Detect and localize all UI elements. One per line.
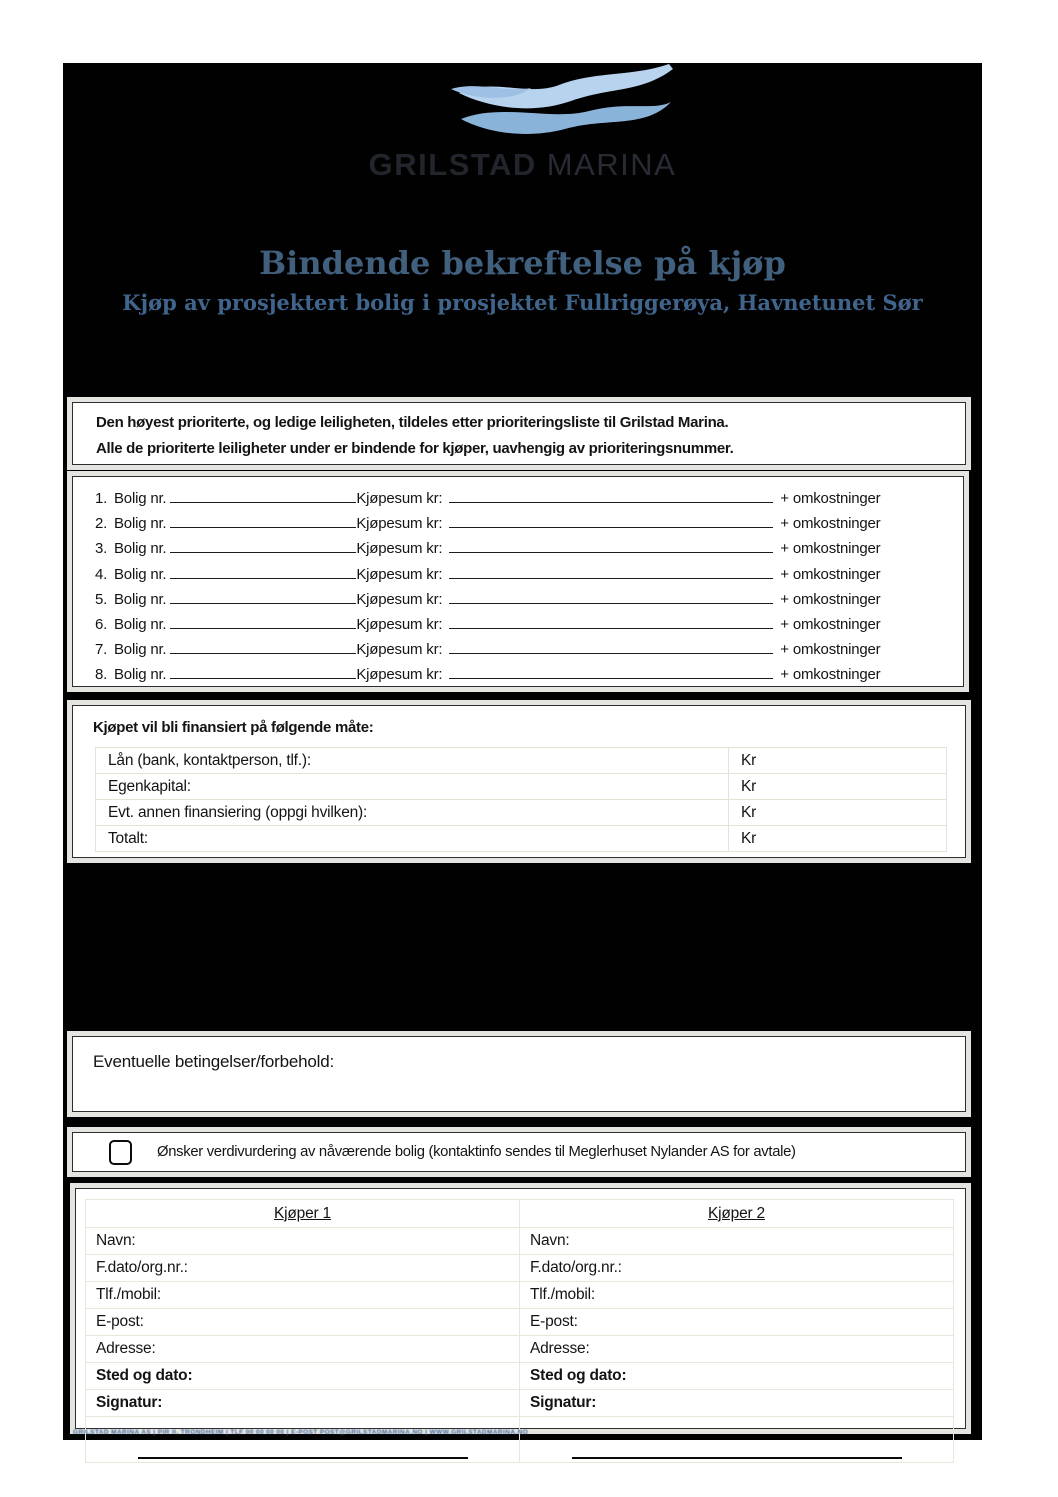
bolig-row-6	[73, 612, 963, 637]
housing-priority-list-box	[72, 476, 964, 687]
page-background	[63, 63, 982, 1440]
financing-box	[72, 705, 966, 858]
bolig-number-field[interactable]	[170, 665, 356, 679]
purchase-sum-field[interactable]	[449, 665, 773, 679]
page-title: Bindende bekreftelse på kjøp	[259, 244, 786, 282]
financing-label: Totalt:	[96, 826, 729, 852]
bolig-number-field[interactable]	[170, 539, 356, 553]
buyers-row-name	[86, 1228, 954, 1255]
bolig-row-4	[73, 562, 963, 587]
buyer1-birthdate-field[interactable]: F.dato/org.nr.:	[86, 1255, 520, 1282]
financing-row-equity	[96, 774, 947, 800]
bolig-row-number: 1.	[95, 490, 108, 507]
bolig-row-number: 5.	[95, 590, 108, 608]
purchase-sum-field[interactable]	[449, 489, 773, 503]
buyer2-birthdate-field[interactable]: F.dato/org.nr.:	[520, 1255, 954, 1282]
financing-amount-cell[interactable]: Kr	[729, 826, 947, 852]
buyer1-header: Kjøper 1	[86, 1200, 520, 1228]
omkostninger-label: + omkostninger	[780, 590, 881, 608]
buyers-row-address	[86, 1336, 954, 1363]
buyer2-signature-label: Signatur:	[520, 1390, 954, 1417]
buyer1-signature-line[interactable]	[138, 1457, 468, 1459]
buyer1-address-field[interactable]: Adresse:	[86, 1336, 520, 1363]
valuation-checkbox[interactable]	[109, 1140, 132, 1165]
bolig-number-field[interactable]	[170, 640, 356, 654]
omkostninger-label: + omkostninger	[780, 515, 881, 533]
purchase-sum-field[interactable]	[449, 615, 773, 629]
bolig-row-7	[73, 637, 963, 662]
bolig-number-field[interactable]	[170, 590, 356, 604]
kjopesum-label: Kjøpesum kr:	[356, 565, 443, 583]
logo-text-marina: MARINA	[546, 147, 677, 182]
buyer2-phone-field[interactable]: Tlf./mobil:	[520, 1282, 954, 1309]
priority-notice-line2: Alle de prioriterte leiligheter under er bindende for kjøper, uavhengig av prioriteringsnummer.	[96, 440, 734, 457]
buyer1-place-date-field[interactable]: Sted og dato:	[86, 1363, 520, 1390]
bolig-nr-label: Bolig nr.	[114, 616, 167, 634]
bolig-row-3	[73, 536, 963, 561]
priority-notice-line1: Den høyest prioriterte, og ledige leiligheten, tildeles etter prioriteringsliste til Grilstad Marina.	[96, 414, 729, 431]
bolig-row-8	[73, 662, 963, 687]
buyer1-signature-label: Signatur:	[86, 1390, 520, 1417]
bolig-nr-label: Bolig nr.	[114, 515, 167, 533]
purchase-sum-field[interactable]	[449, 565, 773, 579]
bolig-nr-label: Bolig nr.	[114, 590, 167, 608]
conditions-box[interactable]	[72, 1036, 966, 1112]
bolig-nr-label: Bolig nr.	[114, 641, 167, 659]
logo-text-grilstad: GRILSTAD	[368, 147, 537, 182]
buyer1-email-field[interactable]: E-post:	[86, 1309, 520, 1336]
buyers-header-row	[86, 1200, 954, 1228]
buyers-row-phone	[86, 1282, 954, 1309]
buyer1-phone-field[interactable]: Tlf./mobil:	[86, 1282, 520, 1309]
buyers-row-birthdate	[86, 1255, 954, 1282]
bolig-row-2	[73, 511, 963, 536]
buyers-box	[75, 1188, 966, 1429]
kjopesum-label: Kjøpesum kr:	[356, 540, 443, 558]
financing-row-other	[96, 800, 947, 826]
buyer2-place-date-field[interactable]: Sted og dato:	[520, 1363, 954, 1390]
omkostninger-label: + omkostninger	[780, 666, 881, 684]
bolig-row-number: 2.	[95, 515, 108, 533]
kjopesum-label: Kjøpesum kr:	[356, 666, 443, 684]
purchase-sum-field[interactable]	[449, 514, 773, 528]
buyer2-address-field[interactable]: Adresse:	[520, 1336, 954, 1363]
bolig-number-field[interactable]	[170, 565, 356, 579]
kjopesum-label: Kjøpesum kr:	[356, 515, 443, 533]
purchase-sum-field[interactable]	[449, 590, 773, 604]
buyer2-signature-cell	[520, 1417, 954, 1463]
bolig-number-field[interactable]	[170, 514, 356, 528]
kjopesum-label: Kjøpesum kr:	[356, 590, 443, 608]
buyers-row-signature-label	[86, 1390, 954, 1417]
buyer2-email-field[interactable]: E-post:	[520, 1309, 954, 1336]
omkostninger-label: + omkostninger	[780, 540, 881, 558]
financing-row-loan	[96, 748, 947, 774]
grilstad-marina-waves-icon	[431, 63, 673, 143]
financing-label: Evt. annen finansiering (oppgi hvilken):	[96, 800, 729, 826]
purchase-sum-field[interactable]	[449, 539, 773, 553]
financing-label: Lån (bank, kontaktperson, tlf.):	[96, 748, 729, 774]
bolig-nr-label: Bolig nr.	[114, 540, 167, 558]
bolig-row-number: 3.	[95, 540, 108, 558]
footer-contact-line: GRILSTAD MARINA AS | PIR II, TRONDHEIM | TLF 00 00 00 00 | E-POST POST@GRILSTADMARINA.NO | WWW.GRILSTADMARINA.NO	[73, 1429, 529, 1436]
omkostninger-label: + omkostninger	[780, 565, 881, 583]
financing-row-total	[96, 826, 947, 852]
financing-label: Egenkapital:	[96, 774, 729, 800]
financing-amount-cell[interactable]: Kr	[729, 748, 947, 774]
bolig-row-1	[73, 486, 963, 511]
bolig-nr-label: Bolig nr.	[114, 666, 167, 684]
kjopesum-label: Kjøpesum kr:	[356, 641, 443, 659]
omkostninger-label: + omkostninger	[780, 490, 881, 507]
financing-table	[95, 747, 947, 852]
bolig-nr-label: Bolig nr.	[114, 490, 167, 507]
omkostninger-label: + omkostninger	[780, 641, 881, 659]
valuation-label: Ønsker verdivurdering av nåværende bolig (kontaktinfo sendes til Meglerhuset Nylander AS for avtale)	[157, 1144, 796, 1160]
bolig-nr-label: Bolig nr.	[114, 565, 167, 583]
page-subtitle: Kjøp av prosjektert bolig i prosjektet Fullriggerøya, Havnetunet Sør	[122, 290, 923, 315]
bolig-row-number: 4.	[95, 565, 108, 583]
valuation-box	[72, 1132, 966, 1172]
buyers-row-email	[86, 1309, 954, 1336]
buyer1-signature-cell	[86, 1417, 520, 1463]
bolig-row-number: 6.	[95, 616, 108, 634]
buyer1-name-field[interactable]: Navn:	[86, 1228, 520, 1255]
buyers-table	[85, 1199, 954, 1463]
buyer2-header: Kjøper 2	[520, 1200, 954, 1228]
omkostninger-label: + omkostninger	[780, 616, 881, 634]
bolig-number-field[interactable]	[170, 615, 356, 629]
financing-amount-cell[interactable]: Kr	[729, 774, 947, 800]
financing-heading: Kjøpet vil bli finansiert på følgende måte:	[93, 719, 374, 736]
buyers-row-place-date	[86, 1363, 954, 1390]
bolig-row-5	[73, 587, 963, 612]
purchase-sum-field[interactable]	[449, 640, 773, 654]
bolig-number-field[interactable]	[170, 489, 356, 503]
buyer2-signature-line[interactable]	[572, 1457, 902, 1459]
kjopesum-label: Kjøpesum kr:	[356, 490, 443, 507]
priority-notice-box	[72, 402, 966, 465]
buyer2-name-field[interactable]: Navn:	[520, 1228, 954, 1255]
kjopesum-label: Kjøpesum kr:	[356, 616, 443, 634]
conditions-label: Eventuelle betingelser/forbehold:	[93, 1052, 335, 1071]
bolig-row-number: 8.	[95, 666, 108, 684]
financing-amount-cell[interactable]: Kr	[729, 800, 947, 826]
bolig-row-number: 7.	[95, 641, 108, 659]
buyers-row-signature-lines	[86, 1417, 954, 1463]
logo-wordmark	[63, 147, 982, 183]
